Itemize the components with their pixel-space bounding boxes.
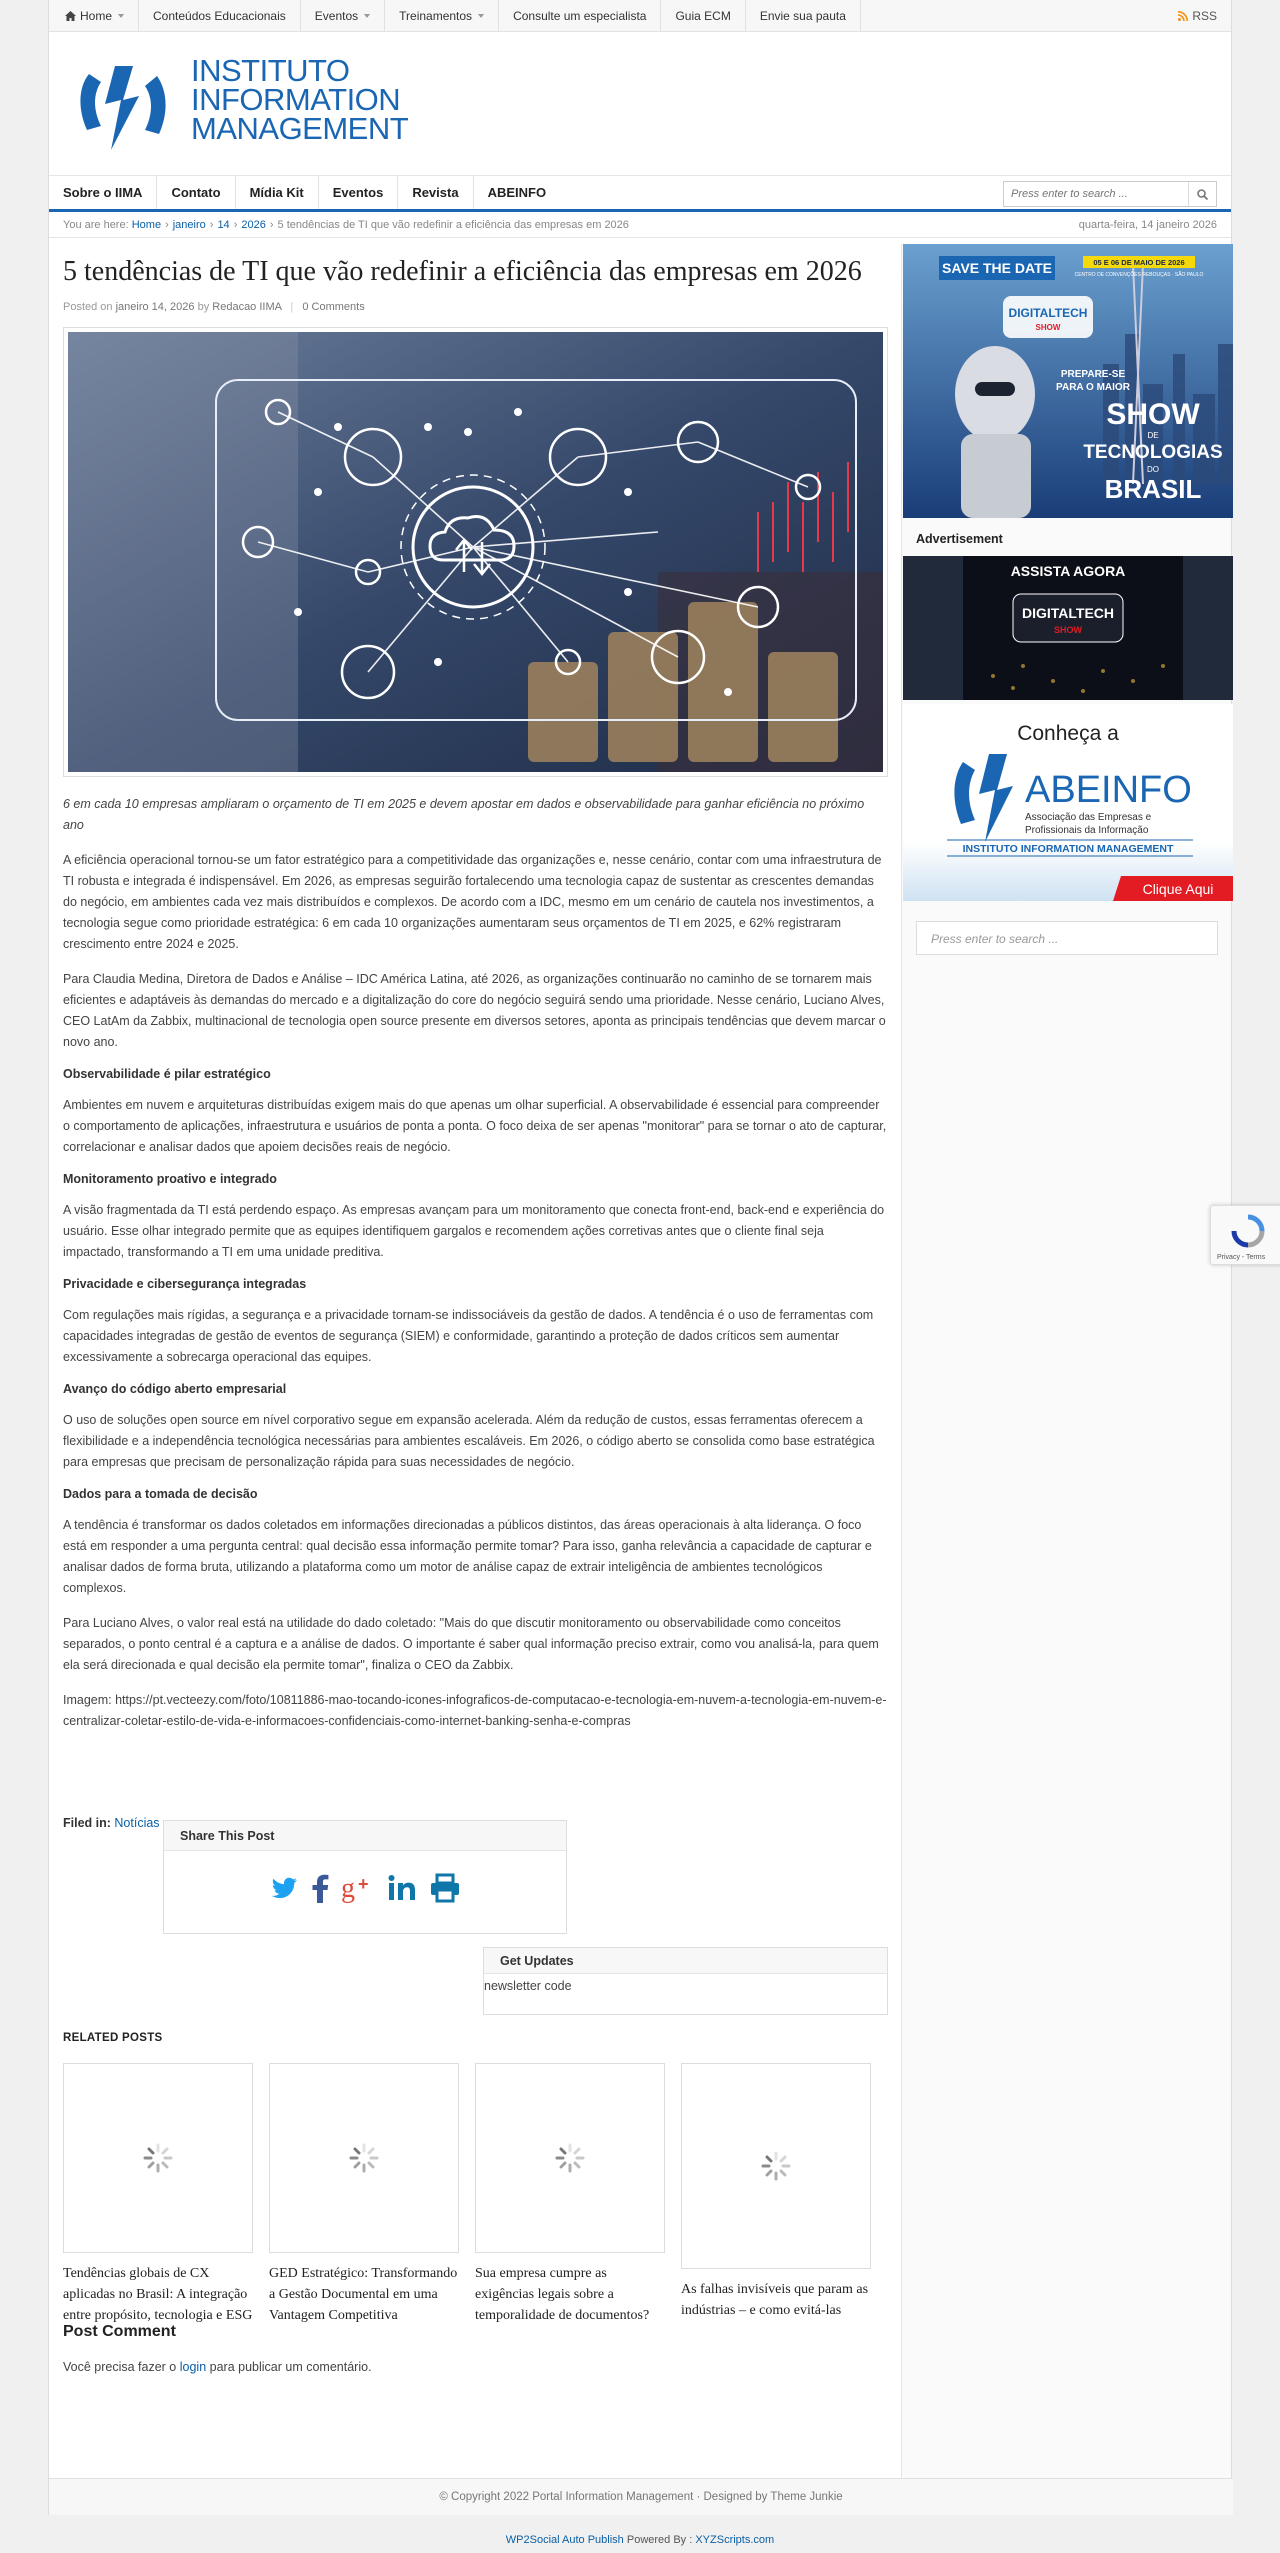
post-paragraph-8: Para Luciano Alves, o valor real está na utilidade do dado coletado: "Mais do que discutir monitoramento ou observabilidade como conceitos separados, o ponto central é a captura e a análise de dados. O importante é saber qual informação preciso extrair, como vou analisá-la, para quem ela será direcionada e qual decisão ela permite tomar", finaliza o CEO da Zabbix.: [63, 1616, 879, 1672]
related-post-3[interactable]: [475, 2063, 665, 2326]
login-message-after: para publicar um comentário.: [209, 2360, 372, 2374]
ad-line-7: BRASIL: [1104, 474, 1202, 504]
topnav-eventos-label: Eventos: [314, 8, 359, 23]
ad-watch-now: ASSISTA AGORA: [1010, 563, 1126, 579]
top-navigation: [49, 0, 1231, 32]
logo-line-2: INFORMATION: [191, 82, 401, 117]
breadcrumb-prefix: You are here:: [63, 218, 129, 231]
google-plus-icon[interactable]: [341, 1873, 377, 1906]
ad-save-the-date: SAVE THE DATE: [942, 260, 1052, 276]
chevron-right-icon: ›: [269, 218, 274, 231]
post-paragraph-2: Para Claudia Medina, Diretora de Dados e Análise – IDC América Latina, até 2026, as organizações continuarão no caminho de se tornarem mais eficientes e adaptáveis às demandas do mercado e a digitalização do core do negócio seguirá sendo uma prioridade. Nesse cenário, Luciano Alves, CEO LatAm da Zabbix, multinacional de tecnologia open source presente em diversos setores, aponta as principais tendências que devem marcar o novo ano.: [63, 972, 886, 1049]
logo-mark-icon: [71, 56, 181, 156]
image-caption: 6 em cada 10 empresas ampliaram o orçamento de TI em 2025 e devem apostar em dados e observabilidade para ganhar eficiência no próximo ano: [63, 797, 865, 832]
related-post-thumbnail[interactable]: [475, 2063, 665, 2253]
print-icon[interactable]: [429, 1873, 461, 1906]
chevron-right-icon: ›: [209, 218, 214, 231]
logo-line-3: MANAGEMENT: [191, 111, 409, 146]
abeinfo-cta: Clique Aqui: [1142, 881, 1214, 897]
topnav-conteudos-label: Conteúdos Educacionais: [153, 8, 286, 23]
loading-spinner-icon: [349, 2143, 379, 2173]
ad2-brand-1: DIGITALTECH: [1021, 605, 1115, 621]
post-paragraph-5: Com regulações mais rígidas, a segurança e a privacidade tornam-se indissociáveis da gestão de dados. A tendência é o uso de ferramentas com capacidades integradas de gestão de eventos de segurança (SIEM) e conformidade, garantindo a proteção de dados críticos sem aumentar excessivamente a sobrecarga operacional das equipes.: [63, 1308, 874, 1364]
search-input[interactable]: [1004, 182, 1188, 206]
logo-text: [191, 53, 409, 146]
ad2-brand-2: SHOW: [1054, 625, 1082, 635]
login-link[interactable]: login: [179, 2360, 207, 2374]
nav-sobre[interactable]: Sobre o IIMA: [63, 176, 157, 209]
abeinfo-brand: ABEINFO: [1025, 769, 1192, 811]
breadcrumb-home[interactable]: Home: [131, 218, 162, 231]
site-header: [49, 32, 1231, 176]
chevron-down-icon: [364, 14, 370, 18]
ad-line-5: TECNOLOGIAS: [1083, 442, 1223, 463]
ad-event-dates: 05 E 06 DE MAIO DE 2026: [1093, 258, 1185, 267]
ad-event-venue: CENTRO DE CONVENÇÕES REBOUÇAS · SÃO PAULO: [1074, 272, 1204, 278]
related-post-title[interactable]: Tendências globais de CX aplicadas no Brasil: A integração entre propósito, tecnologia e ESG: [63, 2266, 253, 2323]
posted-on-label: Posted on: [63, 301, 113, 313]
abeinfo-sub-1: Associação das Empresas e: [1025, 812, 1152, 823]
post-paragraph-4: A visão fragmentada da TI está perdendo espaço. As empresas avançam para um monitoramento que conecta front-end, back-end e experiência do usuário. Esse olhar integrado permite que as equipes identifiquem gargalos e recomendem ações corretivas antes que o cliente final seja impactado, transformando a TI em uma unidade preditiva.: [63, 1203, 885, 1259]
related-posts-title: RELATED POSTS: [63, 2032, 163, 2044]
ad-line-4: DE: [1147, 431, 1159, 440]
logo-line-1: INSTITUTO: [191, 53, 350, 88]
post-heading-1: Observabilidade é pilar estratégico: [63, 1067, 271, 1081]
filed-in-label: Filed in:: [63, 1816, 111, 1830]
meta-divider: |: [290, 301, 294, 313]
topnav-treinamentos-label: Treinamentos: [399, 8, 473, 23]
ad-line-2: PARA O MAIOR: [1056, 382, 1130, 393]
ad-line-1: PREPARE-SE: [1060, 369, 1126, 380]
post-paragraph-7: A tendência é transformar os dados coletados em informações direcionadas a públicos distintos, das áreas operacionais à alta liderança. O foco está em responder a uma pergunta central: qual decisão essa informação permite tomar? Para isso, ganha relevância a capacidade de capturar e analisar dados de forma bruta, utilizando a plataforma como um motor de análise capaz de extrair inteligência de ambientes tecnológicos complexos.: [63, 1518, 872, 1595]
post-image-credit: Imagem: https://pt.vecteezy.com/foto/10811886-mao-tocando-icones-infograficos-de-computacao-e-tecnologia-em-nuvem-a-tecnologia-em-nuvem-e-centralizar-coletar-estilo-de-vida-e-informacoes-confidenciais-como-internet-banking-senha-e-compras: [63, 1693, 887, 1728]
loading-spinner-icon: [143, 2143, 173, 2173]
digitaltech-watch-banner[interactable]: [903, 556, 1233, 700]
post-date-link[interactable]: janeiro 14, 2026: [115, 301, 195, 313]
chevron-down-icon: [478, 14, 484, 18]
get-updates-title: Get Updates: [484, 1948, 887, 1974]
header-search: [1003, 181, 1217, 207]
post-comments-link[interactable]: 0 Comments: [302, 301, 365, 313]
home-icon: [65, 11, 76, 21]
ad-brand-2: SHOW: [1035, 323, 1061, 332]
advertisement-label: Advertisement: [916, 532, 1003, 546]
nav-midia-kit[interactable]: Mídia Kit: [236, 176, 319, 209]
chevron-right-icon: ›: [165, 218, 169, 231]
abeinfo-title: Conheça a: [1017, 722, 1119, 745]
page-container: [48, 0, 1232, 2515]
abeinfo-org: INSTITUTO INFORMATION MANAGEMENT: [962, 843, 1174, 855]
breadcrumb-year[interactable]: 2026: [241, 218, 266, 231]
breadcrumb-current: 5 tendências de TI que vão redefinir a eficiência das empresas em 2026: [277, 218, 629, 231]
related-post-thumbnail[interactable]: [269, 2063, 459, 2253]
search-button[interactable]: [1188, 182, 1216, 206]
breadcrumb-day[interactable]: 14: [217, 218, 230, 231]
get-updates-box: [483, 1947, 888, 2015]
recaptcha-text: Privacy - Terms: [1217, 1254, 1266, 1261]
recaptcha-badge[interactable]: [1210, 1205, 1280, 1265]
abeinfo-sub-2: Profissionais da Informação: [1025, 825, 1149, 836]
related-post-4[interactable]: [681, 2063, 871, 2321]
nav-contato[interactable]: Contato: [157, 176, 235, 209]
nav-abeinfo[interactable]: ABEINFO: [487, 185, 547, 200]
related-post-2[interactable]: [269, 2063, 459, 2326]
rss-icon: [1178, 11, 1188, 21]
rss-label: RSS: [1192, 9, 1217, 23]
topnav-pauta-label: Envie sua pauta: [759, 8, 846, 23]
powered-by-label: Powered By :: [626, 2534, 693, 2546]
post-author-link[interactable]: Redacao IIMA: [212, 301, 282, 313]
powered-by: [0, 2534, 1280, 2546]
topnav-guia[interactable]: [661, 0, 745, 32]
ad-line-6: DO: [1147, 465, 1159, 474]
featured-image: [63, 327, 888, 777]
copyright-text: © Copyright 2022 Portal Information Management · Designed by Theme Junkie: [439, 2491, 843, 2503]
post-meta: [63, 301, 888, 313]
topnav-consulte[interactable]: [499, 0, 661, 32]
related-post-title[interactable]: As falhas invisíveis que param as indústrias – e como evitá-las: [681, 2282, 869, 2318]
post-title: 5 tendências de TI que vão redefinir a eficiência das empresas em 2026: [63, 256, 862, 287]
chevron-right-icon: ›: [233, 218, 238, 231]
share-box: [163, 1820, 567, 1934]
related-post-thumbnail[interactable]: [63, 2063, 253, 2253]
post-paragraph-6: O uso de soluções open source em nível corporativo segue em expansão acelerada. Além da redução de custos, essas ferramentas oferecem a flexibilidade e a independência tecnológica necessárias para ambientes escaláveis. Em 2026, o código aberto se consolida como base estratégica para empresas que precisam de personalização rápida para suas necessidades de negócio.: [63, 1413, 875, 1469]
topnav-guia-label: Guia ECM: [675, 8, 731, 23]
chevron-down-icon: [118, 14, 124, 18]
sidebar: [901, 244, 1231, 2480]
post-heading-2: Monitoramento proativo e integrado: [63, 1172, 277, 1186]
nav-revista[interactable]: Revista: [398, 176, 473, 209]
post-content: [63, 252, 888, 2374]
topnav-pauta[interactable]: [746, 0, 861, 32]
breadcrumb: [49, 212, 1231, 238]
related-post-title[interactable]: Sua empresa cumpre as exigências legais sobre a temporalidade de documentos?: [475, 2266, 650, 2323]
recaptcha-icon: [1231, 1214, 1265, 1248]
loading-spinner-icon: [555, 2143, 585, 2173]
digitaltech-save-date-banner[interactable]: [903, 244, 1233, 518]
topnav-home[interactable]: [63, 0, 139, 32]
login-message-before: Você precisa fazer o: [63, 2360, 177, 2374]
linkedin-icon[interactable]: [387, 1873, 419, 1906]
by-label: by: [197, 301, 210, 313]
related-post-1[interactable]: [63, 2063, 253, 2326]
related-post-thumbnail[interactable]: [681, 2063, 871, 2269]
ad-brand-1: DIGITALTECH: [1008, 306, 1088, 320]
login-required-message: [63, 2360, 372, 2374]
share-title: Share This Post: [164, 1821, 566, 1851]
loading-spinner-icon: [761, 2151, 791, 2181]
site-logo[interactable]: [71, 53, 411, 164]
topnav-home-label: Home: [80, 8, 113, 23]
svg-text:+: +: [358, 1874, 369, 1894]
topnav-consulte-label: Consulte um especialista: [513, 8, 647, 23]
twitter-icon[interactable]: [269, 1873, 299, 1906]
newsletter-placeholder: newsletter code: [484, 1979, 572, 1993]
post-heading-4: Avanço do código aberto empresarial: [63, 1382, 287, 1396]
post-paragraph-1: A eficiência operacional tornou-se um fator estratégico para a competitividade das organizações e, nesse cenário, contar com uma infraestrutura de TI robusta e integrada é indispensável. Em 2026, as empresas seguirão fortalecendo uma tecnologia capaz de sustentar as crescentes demandas do negócio, em ambientes cada vez mais distribuídos e complexos. De acordo com a IDC, mesmo em um cenário de cautela nos investimentos, a tecnologia segue como prioridade estratégica: 6 em cada 10 organizações aumentaram seus orçamentos de TI em 2025, e 62% registraram crescimento entre 2024 e 2025.: [63, 853, 882, 951]
facebook-icon[interactable]: [309, 1873, 331, 1906]
wp2social-link[interactable]: WP2Social Auto Publish: [505, 2534, 624, 2546]
current-date: quarta-feira, 14 janeiro 2026: [1078, 219, 1217, 231]
post-heading-5: Dados para a tomada de decisão: [63, 1487, 258, 1501]
main-navigation: [49, 176, 1231, 212]
sidebar-search-input[interactable]: Press enter to search ...: [916, 921, 1218, 955]
filed-in: [63, 1816, 160, 1830]
related-post-title[interactable]: GED Estratégico: Transformando a Gestão Documental em uma Vantagem Competitiva: [269, 2266, 458, 2323]
share-icons: [164, 1873, 566, 1906]
rss-link[interactable]: [1178, 9, 1217, 23]
topnav-eventos[interactable]: [301, 0, 385, 32]
breadcrumb-month[interactable]: janeiro: [172, 218, 206, 231]
nav-eventos[interactable]: Eventos: [319, 176, 399, 209]
search-icon: [1197, 189, 1208, 200]
topnav-treinamentos[interactable]: [385, 0, 499, 32]
post-paragraph-3: Ambientes em nuvem e arquiteturas distribuídas exigem mais do que apenas um olhar superficial. A observabilidade é essencial para compreender o comportamento de aplicações, infraestrutura e usuários de ponta a ponta. O foco deixa de ser apenas "monitorar" para se tornar o ato de capturar, correlacionar e analisar dados que apoiem decisões reais de negócio.: [63, 1098, 887, 1154]
post-comment-title: Post Comment: [63, 2323, 176, 2340]
topnav-conteudos[interactable]: [139, 0, 301, 32]
abeinfo-banner[interactable]: [903, 704, 1233, 901]
site-footer: [49, 2478, 1233, 2515]
ad-line-3: SHOW: [1106, 398, 1200, 431]
xyzscripts-link[interactable]: XYZScripts.com: [695, 2534, 775, 2546]
cloud-technology-illustration: [68, 332, 883, 772]
svg-text:g: g: [341, 1873, 355, 1903]
category-link[interactable]: Notícias: [114, 1816, 160, 1830]
post-heading-3: Privacidade e cibersegurança integradas: [63, 1277, 307, 1291]
